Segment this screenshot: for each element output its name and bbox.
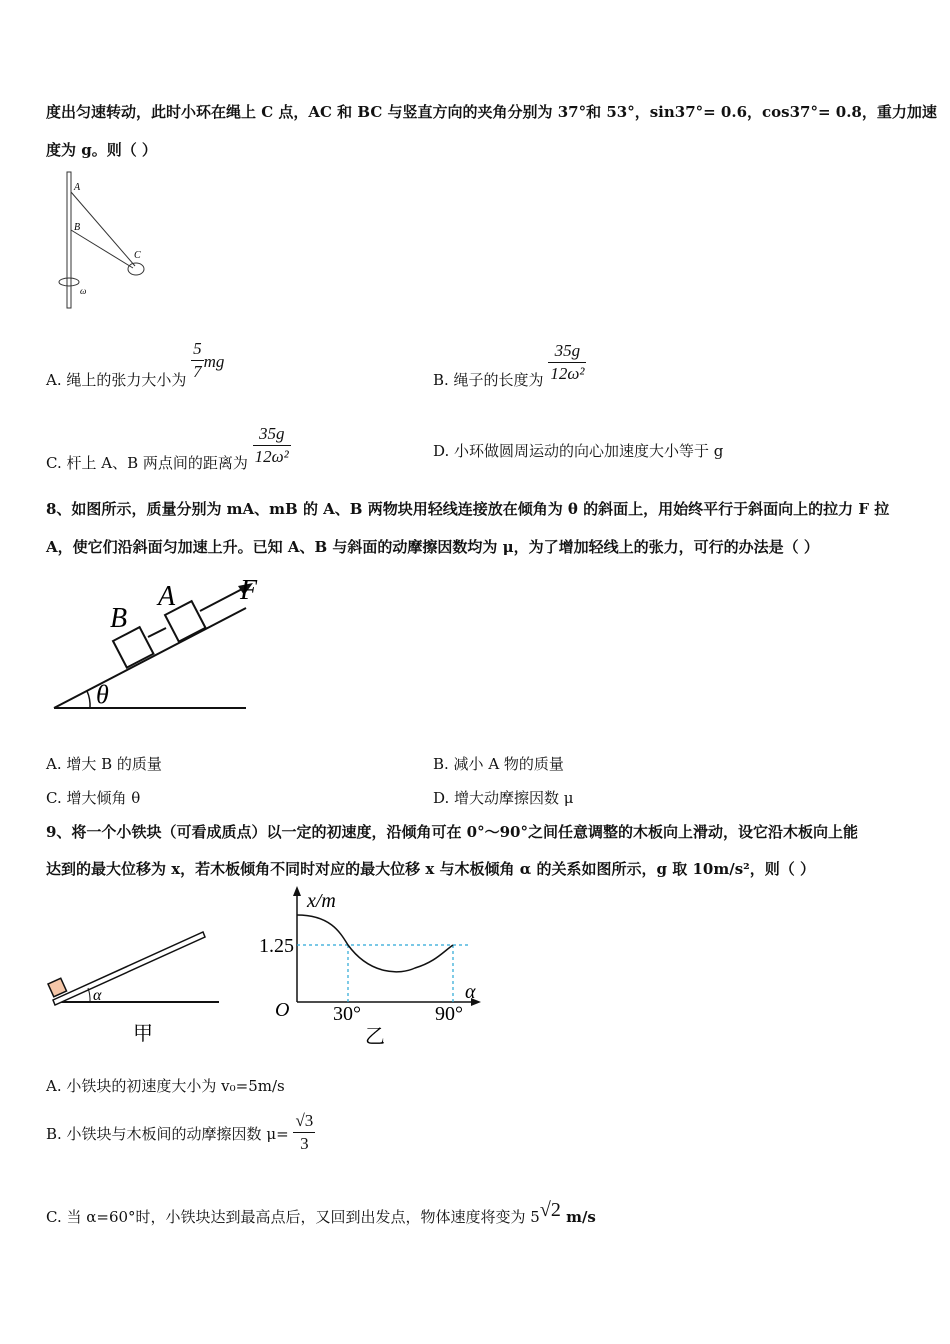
- q8-option-a: A. 增大 B 的质量: [46, 755, 162, 773]
- q7-option-c-fraction: [253, 423, 291, 468]
- q8-incline-figure: [50, 575, 290, 715]
- q7-option-b-text: B. 绳子的长度为: [433, 370, 544, 389]
- q8-stem-line1: 8、如图所示，质量分别为 mA、mB 的 A、B 两物块用轻线连接放在倾角为 θ 的斜面上，用始终平行于斜面向上的拉力 F 拉: [46, 500, 890, 518]
- q7-option-b-den: 12ω²: [550, 364, 585, 383]
- q7-option-b-num: 35g: [548, 340, 586, 363]
- q9-graph-figure: [255, 880, 485, 1050]
- q9-label-alpha: α: [93, 987, 102, 1004]
- q9-graph-origin: O: [275, 999, 290, 1021]
- q7-option-d: D. 小环做圆周运动的向心加速度大小等于 g: [433, 442, 724, 460]
- q9-option-b-text: B. 小铁块与木板间的动摩擦因数 μ=: [46, 1124, 289, 1143]
- q9-option-c-unit: m/s: [560, 1208, 596, 1226]
- q7-option-a-den: 7: [193, 362, 202, 381]
- q9-stem-line2: 达到的最大位移为 x，若木板倾角不同时对应的最大位移 x 与木板倾角 α 的关系如图所示，g 取 10m/s²，则（ ）: [46, 860, 815, 878]
- q9-caption-jia: 甲: [133, 1023, 153, 1045]
- q8-label-f: F: [240, 575, 258, 606]
- q7-stem-line1: 度出匀速转动，此时小环在绳上 C 点，AC 和 BC 与竖直方向的夹角分别为 37°和 53°，sin37°= 0.6，cos37°= 0.8，重力加速: [46, 103, 937, 121]
- q9-option-a: A. 小铁块的初速度大小为 v₀=5m/s: [46, 1077, 285, 1095]
- q7-option-a-text: A. 绳上的张力大小为: [46, 370, 187, 389]
- q9-option-c: [46, 1199, 596, 1227]
- q9-graph-xtick-30: 30°: [333, 1003, 361, 1025]
- q8-stem-line2: A，使它们沿斜面匀加速上升。已知 A、B 与斜面的动摩擦因数均为 μ，为了增加轻线上的张力，可行的办法是（ ）: [46, 538, 819, 556]
- q7-label-b: B: [74, 222, 81, 233]
- q7-stem-line2: 度为 g。则（ ）: [46, 141, 157, 159]
- q7-option-c-text: C. 杆上 A、B 两点间的距离为: [46, 453, 248, 472]
- q7-option-b: [433, 330, 586, 389]
- q9-graph-xtick-90: 90°: [435, 1003, 463, 1025]
- q8-label-a: A: [158, 581, 176, 612]
- q7-label-c: C: [134, 250, 141, 261]
- q8-option-d: D. 增大动摩擦因数 μ: [433, 789, 574, 807]
- q9-option-b-num: √3: [293, 1110, 315, 1133]
- q7-option-a-tail: mg: [203, 351, 225, 371]
- q7-option-a-fraction: [191, 338, 204, 383]
- q7-label-omega: ω: [80, 286, 87, 296]
- q7-option-c-den: 12ω²: [254, 447, 289, 466]
- q9-caption-yi: 乙: [365, 1026, 385, 1048]
- q7-option-b-fraction: [548, 340, 586, 385]
- q9-board-figure: [45, 880, 235, 1050]
- q9-option-c-radical: √2: [539, 1199, 561, 1221]
- q9-option-c-text: C. 当 α=60°时，小铁块达到最高点后，又回到出发点，物体速度将变为 5: [46, 1208, 540, 1226]
- q7-label-a: A: [74, 182, 81, 193]
- q7-option-a: [46, 330, 225, 389]
- q8-label-theta: θ: [96, 680, 109, 709]
- q7-option-c-num: 35g: [253, 423, 291, 446]
- q9-graph-ylabel: x/m: [307, 890, 336, 912]
- q7-option-a-num: 5: [191, 338, 204, 361]
- q9-option-b-den: 3: [300, 1134, 309, 1153]
- q7-option-c: [46, 413, 291, 472]
- q9-stem-line1: 9、将一个小铁块（可看成质点）以一定的初速度，沿倾角可在 0°～90°之间任意调整的木板向上滑动，设它沿木板向上能: [46, 823, 858, 841]
- q9-option-b-fraction: [293, 1110, 315, 1155]
- q9-option-b: [46, 1112, 315, 1157]
- q8-option-b: B. 减小 A 物的质量: [433, 755, 564, 773]
- q9-graph-ytick: 1.25: [259, 935, 294, 957]
- q8-option-c: C. 增大倾角 θ: [46, 789, 141, 807]
- q7-rod-figure: [52, 170, 172, 310]
- q9-graph-xlabel: α: [465, 981, 476, 1003]
- q8-label-b: B: [110, 603, 128, 634]
